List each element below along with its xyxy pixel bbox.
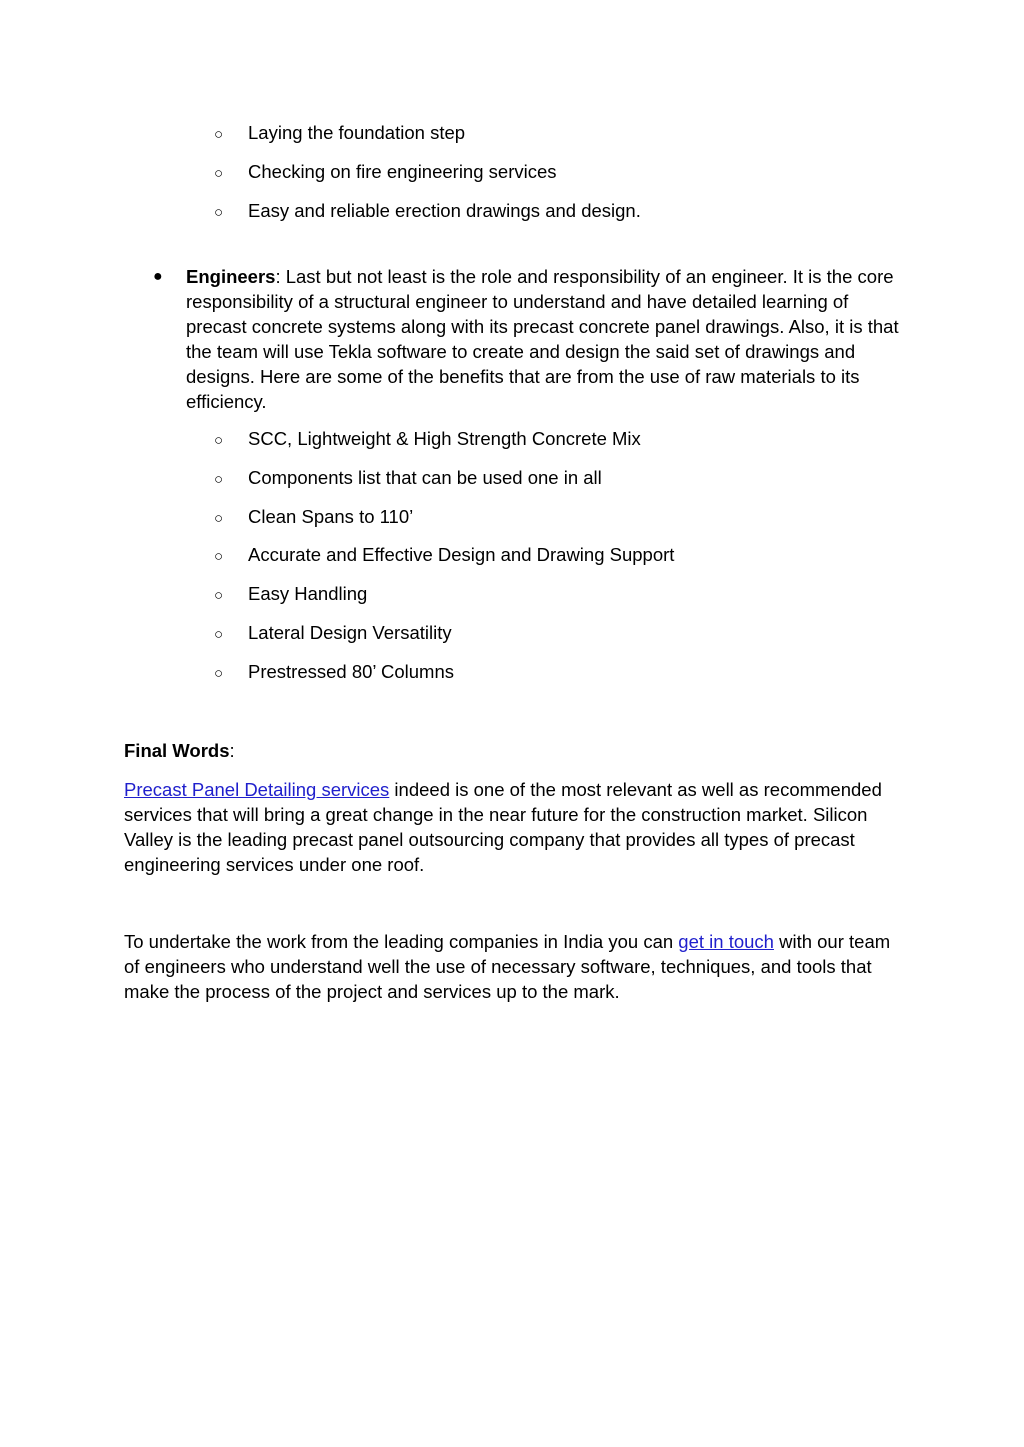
circle-bullet-icon: ○ <box>214 587 224 605</box>
list-item-text: Accurate and Effective Design and Drawing Support <box>248 544 675 566</box>
engineers-description: : Last but not least is the role and responsibility of an engineer. It is the core responsibility of a structural engineer to understand and have detailed learning of precast concrete systems along with its precast concrete panel drawings. Also, it is that the team will use Tekla software to create and design the said set of drawings and designs. Here are some of the benefits that are from the use of raw materials to its efficiency. <box>186 266 899 412</box>
list-item-text: Easy and reliable erection drawings and design. <box>248 199 641 221</box>
list-item-text: Laying the foundation step <box>248 122 466 143</box>
list-item-text: Prestressed 80’ Columns <box>248 660 454 682</box>
list-item <box>214 506 674 545</box>
engineers-paragraph <box>186 264 906 414</box>
precast-panel-detailing-link[interactable]: Precast Panel Detailing services <box>124 779 390 800</box>
list-item <box>214 428 674 467</box>
circle-bullet-icon: ○ <box>214 432 224 449</box>
paragraph-text: To undertake the work from the leading companies in India you can <box>124 931 679 952</box>
list-item <box>214 544 674 583</box>
final-words-paragraph-1 <box>124 777 904 877</box>
circle-bullet-icon: ○ <box>214 664 224 682</box>
list-item-text: Components list that can be used one in all <box>248 466 602 488</box>
foundation-sublist <box>214 122 641 238</box>
circle-bullet-icon: ○ <box>214 164 224 182</box>
engineers-list-item <box>153 264 913 414</box>
list-item-text: Lateral Design Versatility <box>248 621 452 643</box>
dot-bullet-icon: ● <box>153 268 163 285</box>
final-words-heading <box>124 738 235 763</box>
list-item-text: Checking on fire engineering services <box>248 160 557 182</box>
list-item <box>214 661 674 700</box>
paragraph-text: with our team of engineers who understand well the use of necessary software, techniques, and tools that make the process of the project and services up to the mark. <box>124 931 891 1002</box>
circle-bullet-icon: ○ <box>214 548 224 566</box>
circle-bullet-icon: ○ <box>214 126 224 143</box>
list-item-text: SCC, Lightweight & High Strength Concrete Mix <box>248 428 641 449</box>
final-words-title: Final Words <box>124 740 230 761</box>
list-item <box>214 622 674 661</box>
list-item <box>214 583 674 622</box>
list-item <box>214 200 641 239</box>
engineers-title: Engineers <box>186 266 276 287</box>
final-words-colon: : <box>229 740 235 761</box>
list-item <box>214 161 641 200</box>
final-words-paragraph-2 <box>124 929 904 1004</box>
circle-bullet-icon: ○ <box>214 509 224 527</box>
circle-bullet-icon: ○ <box>214 203 224 221</box>
list-item <box>214 122 641 161</box>
list-item-text: Clean Spans to 110’ <box>248 505 414 527</box>
circle-bullet-icon: ○ <box>214 470 224 488</box>
circle-bullet-icon: ○ <box>214 625 224 643</box>
list-item-text: Easy Handling <box>248 583 368 605</box>
benefits-sublist <box>214 428 674 700</box>
paragraph-text: indeed is one of the most relevant as well as recommended services that will bring a great change in the near future for the construction market. Silicon Valley is the leading precast panel outsourcing company that provides all types of precast engineering services under one roof. <box>124 779 882 875</box>
list-item <box>214 467 674 506</box>
get-in-touch-link[interactable]: get in touch <box>678 931 774 952</box>
